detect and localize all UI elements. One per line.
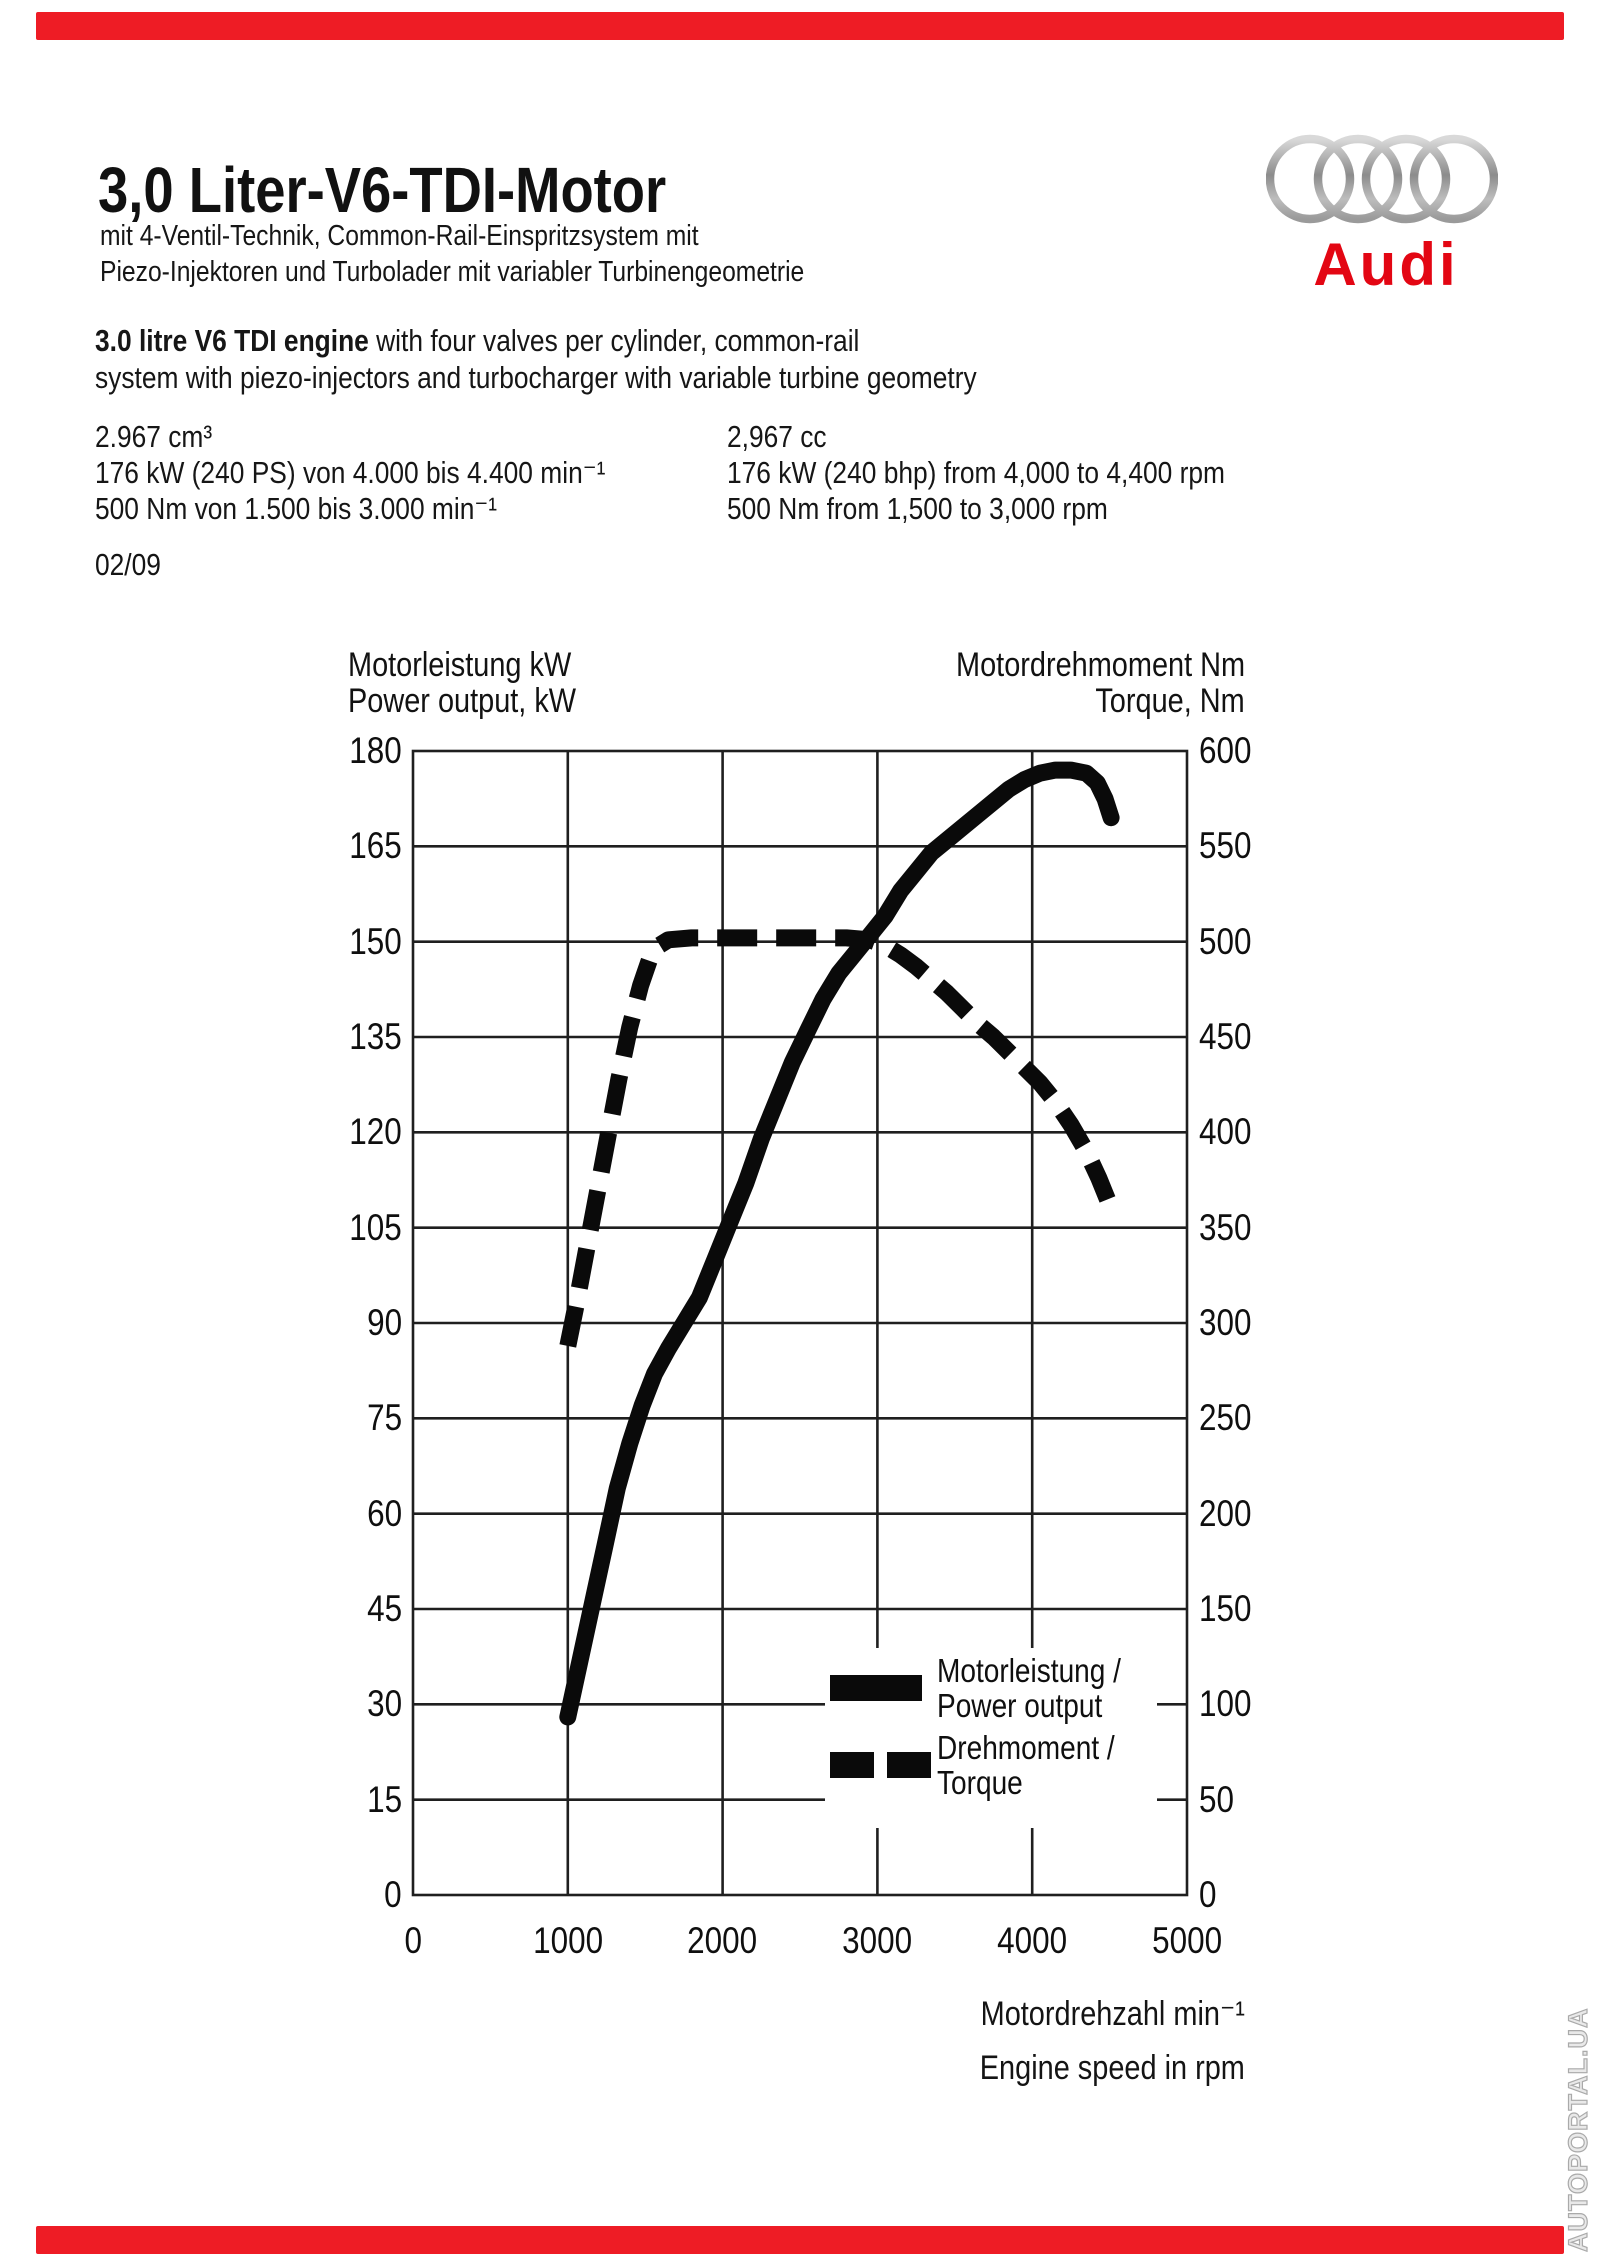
y-right-tick-300: 300 xyxy=(1199,1302,1252,1343)
y-left-tick-0: 0 xyxy=(384,1874,402,1915)
y-right-tick-550: 550 xyxy=(1199,825,1252,867)
left-axis-title-de: Motorleistung kW xyxy=(348,646,572,684)
y-right-tick-50: 50 xyxy=(1199,1778,1234,1820)
y-right-tick-500: 500 xyxy=(1199,920,1252,962)
watermark-text: AUTOPORTAL.UA xyxy=(1563,2007,1593,2252)
subtitle-de-line1: mit 4-Ventil-Technik, Common-Rail-Einspritzsystem mit xyxy=(100,220,699,252)
legend-power-swatch xyxy=(830,1675,922,1701)
y-left-tick-150: 150 xyxy=(349,920,402,962)
x-tick-4000: 4000 xyxy=(997,1920,1068,1961)
x-tick-3000: 3000 xyxy=(842,1920,913,1961)
right-axis-title-de: Motordrehmoment Nm xyxy=(955,646,1245,684)
left-axis-title-en: Power output, kW xyxy=(348,682,577,720)
y-right-tick-0: 0 xyxy=(1199,1874,1217,1915)
legend-torque-label-de: Drehmoment / xyxy=(937,1729,1115,1766)
y-right-tick-400: 400 xyxy=(1199,1111,1252,1153)
y-right-tick-100: 100 xyxy=(1199,1683,1252,1725)
y-left-tick-30: 30 xyxy=(367,1683,402,1725)
spec-en-displacement: 2,967 cc xyxy=(727,419,827,454)
spec-en-torque: 500 Nm from 1,500 to 3,000 rpm xyxy=(727,491,1108,526)
spec-de-displacement: 2.967 cm³ xyxy=(95,419,213,454)
y-right-tick-150: 150 xyxy=(1199,1588,1252,1629)
x-axis-title-de: Motordrehzahl min⁻¹ xyxy=(980,1995,1245,2033)
legend-power-label-en: Power output xyxy=(937,1687,1103,1724)
audi-wordmark: Audi xyxy=(1313,231,1459,298)
legend-power-label-de: Motorleistung / xyxy=(937,1652,1121,1689)
date-code: 02/09 xyxy=(95,547,161,582)
x-axis-title-en: Engine speed in rpm xyxy=(979,2049,1245,2087)
y-left-tick-90: 90 xyxy=(367,1302,402,1343)
chart-legend xyxy=(825,1648,1157,1828)
right-axis-title-en: Torque, Nm xyxy=(1095,682,1245,720)
y-left-tick-45: 45 xyxy=(367,1588,402,1629)
x-tick-0: 0 xyxy=(404,1920,422,1961)
y-left-tick-15: 15 xyxy=(367,1778,402,1820)
y-right-tick-200: 200 xyxy=(1199,1492,1252,1534)
y-right-tick-600: 600 xyxy=(1199,730,1252,771)
spec-de-torque: 500 Nm von 1.500 bis 3.000 min⁻¹ xyxy=(95,491,498,526)
y-left-tick-180: 180 xyxy=(349,730,402,771)
intro-en-rest: with four valves per cylinder, common-rail xyxy=(368,323,860,358)
intro-en-bold: 3.0 litre V6 TDI engine xyxy=(95,323,369,358)
y-left-tick-60: 60 xyxy=(367,1492,402,1534)
spec-de-power: 176 kW (240 PS) von 4.000 bis 4.400 min⁻¹ xyxy=(95,455,606,490)
legend-torque-swatch xyxy=(830,1752,931,1778)
y-left-tick-135: 135 xyxy=(349,1016,402,1057)
page-title: 3,0 Liter-V6-TDI-Motor xyxy=(98,154,667,226)
y-right-tick-250: 250 xyxy=(1199,1397,1252,1439)
y-left-tick-165: 165 xyxy=(349,825,402,867)
y-left-tick-75: 75 xyxy=(367,1397,402,1439)
intro-en-line2: system with piezo-injectors and turbocharger with variable turbine geometry xyxy=(95,360,977,395)
y-right-tick-350: 350 xyxy=(1199,1206,1252,1248)
subtitle-de-line2: Piezo-Injektoren und Turbolader mit variabler Turbinengeometrie xyxy=(100,256,805,288)
x-tick-1000: 1000 xyxy=(532,1920,603,1961)
x-tick-2000: 2000 xyxy=(687,1920,758,1961)
y-left-tick-105: 105 xyxy=(349,1206,402,1248)
y-right-tick-450: 450 xyxy=(1199,1016,1252,1057)
x-tick-5000: 5000 xyxy=(1152,1920,1222,1961)
spec-en-power: 176 kW (240 bhp) from 4,000 to 4,400 rpm xyxy=(727,455,1225,490)
legend-torque-label-en: Torque xyxy=(937,1764,1023,1801)
y-left-tick-120: 120 xyxy=(349,1111,402,1153)
